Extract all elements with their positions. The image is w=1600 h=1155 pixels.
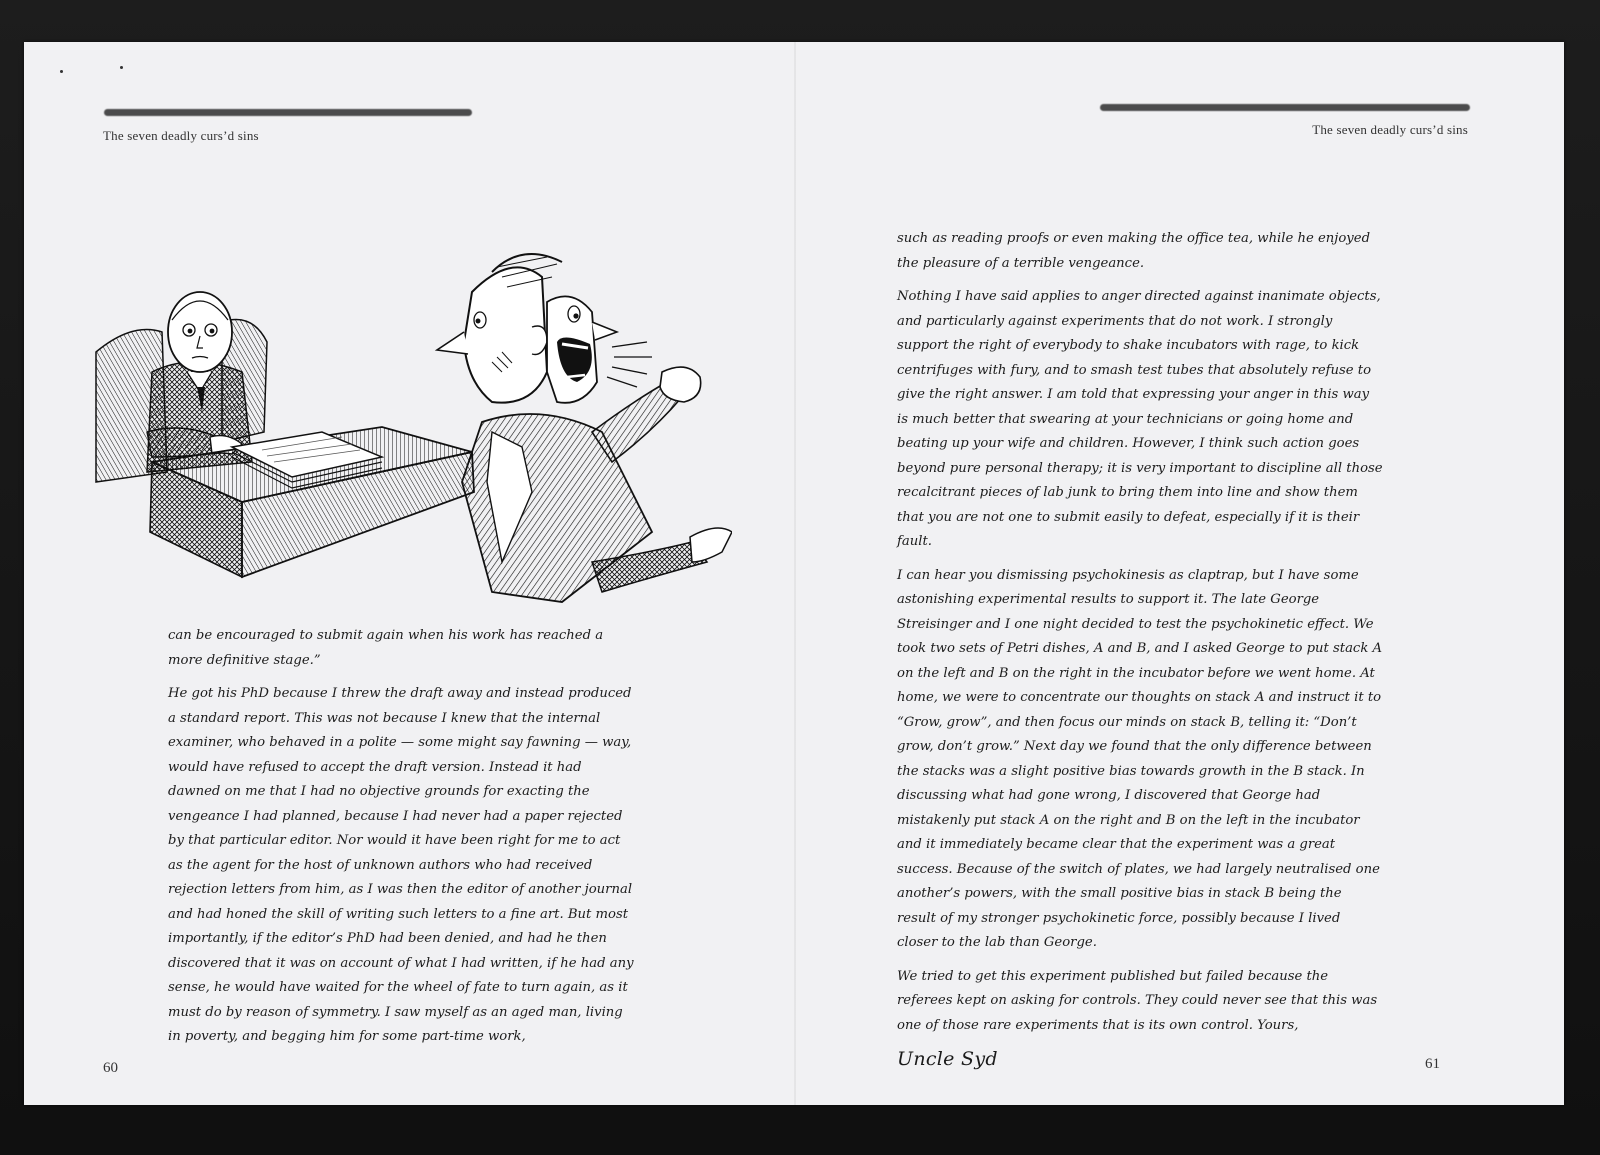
running-head-left: The seven deadly curs’d sins	[103, 128, 259, 143]
paragraph: He got his PhD because I threw the draft away and instead produced a standard report. This was not because I knew that the internal examiner, who behaved in a polite — some might say fawning — way, would have refused to accept the draft version. Instead it had dawned on me that I had no objective grounds for exacting the vengeance I had planned, because I had never had a paper rejected by that particular editor. Nor would it have been right for me to act as the agent for the host of unknown authors who had received rejection letters from him, as I was then the editor of another journal and had honed the skill of writing such letters to a fine art. But most importantly, if the editor’s PhD had been denied, and had he then discovered that it was on account of what I had written, if he had any sense, he would have waited for the wheel of fate to turn again, as it must do by reason of symmetry. I saw myself as an aged man, living in poverty, and begging him for some part-time work,	[168, 686, 634, 1044]
header-rule-left	[104, 109, 472, 116]
right-page-text	[897, 227, 1383, 1072]
cartoon-illustration	[92, 232, 732, 612]
dust-speck	[120, 66, 123, 69]
running-head-right: The seven deadly curs’d sins	[1312, 122, 1468, 137]
paragraph: We tried to get this experiment published but failed because the referees kept on asking for controls. They could never see that this was one of those rare experiments that is its own control. Yours,	[897, 968, 1378, 1033]
paragraph: such as reading proofs or even making the office tea, while he enjoyed the pleasure of a terrible vengeance.	[897, 231, 1371, 271]
shouting-man-figure	[437, 254, 732, 602]
paragraph: Nothing I have said applies to anger directed against inanimate objects, and particularly against experiments that do not work. I strongly support the right of everybody to shake incubators with rage, to kick centrifuges with fury, and to smash test tubes that absolutely refuse to give the right answer. I am told that expressing your anger in this way is much better that swearing at your technicians or going home and beating up your wife and children. However, I think such action goes beyond pure personal therapy; it is very important to discipline all those recalcitrant pieces of lab junk to bring them into line and show them that you are not one to submit easily to defeat, especially if it is their fault.	[897, 289, 1383, 549]
book-spread	[24, 42, 1564, 1105]
paragraph: can be encouraged to submit again when his work has reached a more definitive stage.”	[168, 628, 604, 668]
header-rule-right	[1100, 104, 1470, 111]
left-page-text	[168, 624, 638, 1059]
paragraph: I can hear you dismissing psychokinesis as claptrap, but I have some astonishing experimental results to support it. The late George Streisinger and I one night decided to test the psychokinetic effect. We took two sets of Petri dishes, A and B, and I asked George to put stack A on the left and B on the right in the incubator before we went home. At home, we were to concentrate our thoughts on stack A and instruct it to “Grow, grow”, and then focus our minds on stack B, telling it: “Don’t grow, don’t grow.” Next day we found that the only difference between the stacks was a slight positive bias towards growth in the B stack. In discussing what had gone wrong, I discovered that George had mistakenly put stack A on the right and B on the left in the incubator and it immediately became clear that the experiment was a great success. Because of the switch of plates, we had largely neutralised one another’s powers, with the small positive bias in stack B being the result of my stronger psychokinetic force, possibly because I lived closer to the lab than George.	[897, 567, 1383, 950]
page-number-left: 60	[103, 1060, 118, 1076]
signature: Uncle Syd	[897, 1048, 998, 1070]
page-number-right: 61	[1425, 1056, 1440, 1072]
dust-speck	[60, 70, 63, 73]
book-gutter	[794, 42, 796, 1105]
